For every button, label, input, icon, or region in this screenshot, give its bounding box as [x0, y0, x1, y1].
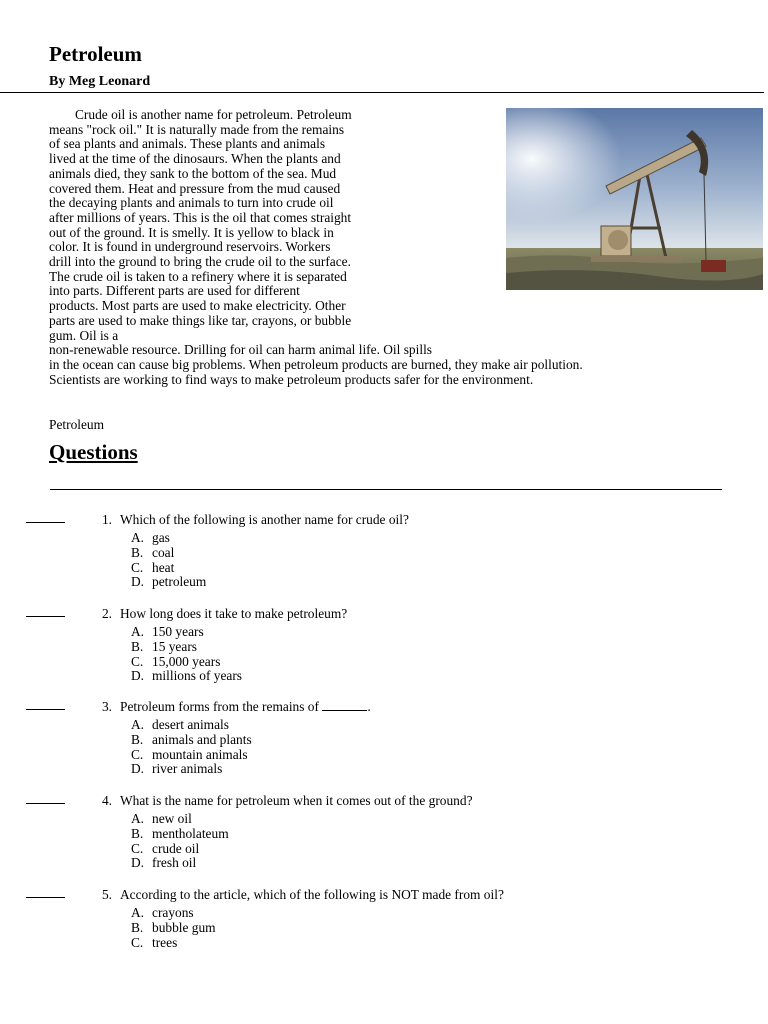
fill-in-blank — [322, 699, 367, 711]
article-line: Scientists are working to find ways to make petroleum products safer for the environment. — [49, 371, 534, 387]
answer-blank[interactable] — [26, 709, 65, 710]
option-letter: C. — [131, 840, 144, 856]
article-line: lived at the time of the dinosaurs. When the plants and — [49, 151, 341, 167]
answer-option — [131, 748, 252, 763]
article-body — [49, 108, 583, 387]
article-line: into parts. Different parts are used for different — [49, 283, 300, 299]
answer-options — [131, 906, 216, 950]
answer-blank[interactable] — [26, 616, 65, 617]
answer-options — [131, 718, 252, 777]
option-text: coal — [152, 544, 175, 560]
question-number: 1. — [101, 512, 112, 527]
answer-option — [131, 827, 229, 842]
answer-option — [131, 669, 242, 684]
article-line: Crude oil is another name for petroleum. Petroleum — [75, 107, 352, 122]
page-title: Petroleum — [49, 42, 142, 66]
article-line: non-renewable resource. Drilling for oil can harm animal life. Oil spills — [49, 342, 432, 358]
section-caption: Petroleum — [49, 417, 105, 432]
question-number: 2. — [101, 606, 112, 621]
article-line: of sea plants and animals. These plants and animals — [49, 136, 326, 152]
article-line: means "rock oil." It is naturally made from the remains — [49, 121, 345, 137]
option-text: trees — [152, 934, 178, 950]
option-letter: C. — [131, 746, 144, 762]
answer-option — [131, 531, 206, 546]
option-text: river animals — [152, 761, 223, 777]
answer-option — [131, 762, 252, 777]
option-letter: B. — [131, 731, 144, 747]
answer-blank[interactable] — [26, 803, 65, 804]
option-text: crayons — [152, 905, 194, 920]
option-letter: D. — [131, 574, 145, 590]
option-letter: B. — [131, 919, 144, 935]
article-line: color. It is found in underground reservoirs. Workers — [49, 239, 331, 255]
option-letter: C. — [131, 653, 144, 669]
option-letter: A. — [131, 530, 145, 545]
option-letter: A. — [131, 717, 145, 732]
option-letter: C. — [131, 934, 144, 950]
question-text-before: Petroleum forms from the remains of — [120, 699, 319, 714]
option-letter: D. — [131, 761, 145, 777]
option-letter: A. — [131, 624, 145, 639]
article-line: The crude oil is taken to a refinery where it is separated — [49, 268, 347, 284]
answer-option — [131, 575, 206, 590]
question-text: Which of the following is another name for crude oil? — [120, 512, 409, 527]
article-line: gum. Oil is a — [49, 327, 119, 343]
questions-divider — [50, 489, 722, 490]
question-text-after: . — [367, 699, 371, 714]
header-divider — [0, 92, 764, 93]
option-text: petroleum — [152, 574, 207, 590]
answer-option — [131, 546, 206, 561]
option-text: 15,000 years — [152, 653, 221, 669]
option-text: fresh oil — [152, 855, 197, 871]
question-text: According to the article, which of the following is NOT made from oil? — [120, 887, 504, 902]
article-line: drill into the ground to bring the crude oil to the surface. — [49, 254, 351, 270]
answer-option — [131, 936, 216, 951]
option-letter: A. — [131, 905, 145, 920]
answer-options — [131, 625, 242, 684]
article-line: after millions of years. This is the oil that comes straight — [49, 209, 352, 225]
option-letter: B. — [131, 825, 144, 841]
question-number: 5. — [101, 887, 112, 902]
option-text: mountain animals — [152, 746, 248, 762]
question-text: What is the name for petroleum when it comes out of the ground? — [120, 793, 473, 808]
article-line: covered them. Heat and pressure from the mud caused — [49, 180, 341, 196]
option-text: heat — [152, 559, 175, 575]
question-number: 3. — [101, 699, 112, 714]
option-text: 150 years — [152, 624, 204, 639]
option-text: 15 years — [152, 638, 197, 654]
article-line: animals died, they sank to the bottom of the sea. Mud — [49, 165, 337, 181]
answer-option — [131, 842, 229, 857]
answer-options — [131, 531, 206, 590]
answer-blank[interactable] — [26, 897, 65, 898]
option-text: crude oil — [152, 840, 200, 856]
answer-blank[interactable] — [26, 522, 65, 523]
option-text: gas — [152, 530, 170, 545]
question-text — [120, 699, 371, 715]
article-line: out of the ground. It is smelly. It is yellow to black in — [49, 224, 334, 240]
option-letter: B. — [131, 544, 144, 560]
option-letter: B. — [131, 638, 144, 654]
option-letter: D. — [131, 668, 145, 684]
option-text: millions of years — [152, 668, 243, 684]
article-line: products. Most parts are used to make electricity. Other — [49, 298, 346, 314]
article-line: the decaying plants and animals to turn into crude oil — [49, 195, 334, 211]
option-letter: A. — [131, 811, 145, 826]
article-line: parts are used to make things like tar, crayons, or bubble — [49, 312, 352, 328]
answer-option — [131, 655, 242, 670]
answer-option — [131, 856, 229, 871]
option-text: animals and plants — [152, 731, 252, 747]
answer-option — [131, 561, 206, 576]
option-letter: C. — [131, 559, 144, 575]
answer-option — [131, 718, 252, 733]
article-line: in the ocean can cause big problems. When petroleum products are burned, they make air pollution. — [49, 356, 583, 372]
question-text: How long does it take to make petroleum? — [120, 606, 348, 621]
question-number: 4. — [101, 793, 112, 808]
answer-option — [131, 625, 242, 640]
answer-option — [131, 640, 242, 655]
answer-option — [131, 812, 229, 827]
byline: By Meg Leonard — [49, 74, 151, 89]
answer-option — [131, 921, 216, 936]
option-text: desert animals — [152, 717, 229, 732]
answer-option — [131, 733, 252, 748]
option-letter: D. — [131, 855, 145, 871]
option-text: mentholateum — [152, 825, 229, 841]
questions-heading: Questions — [49, 440, 138, 464]
option-text: bubble gum — [152, 919, 216, 935]
answer-option — [131, 906, 216, 921]
option-text: new oil — [152, 811, 192, 826]
answer-options — [131, 812, 229, 871]
